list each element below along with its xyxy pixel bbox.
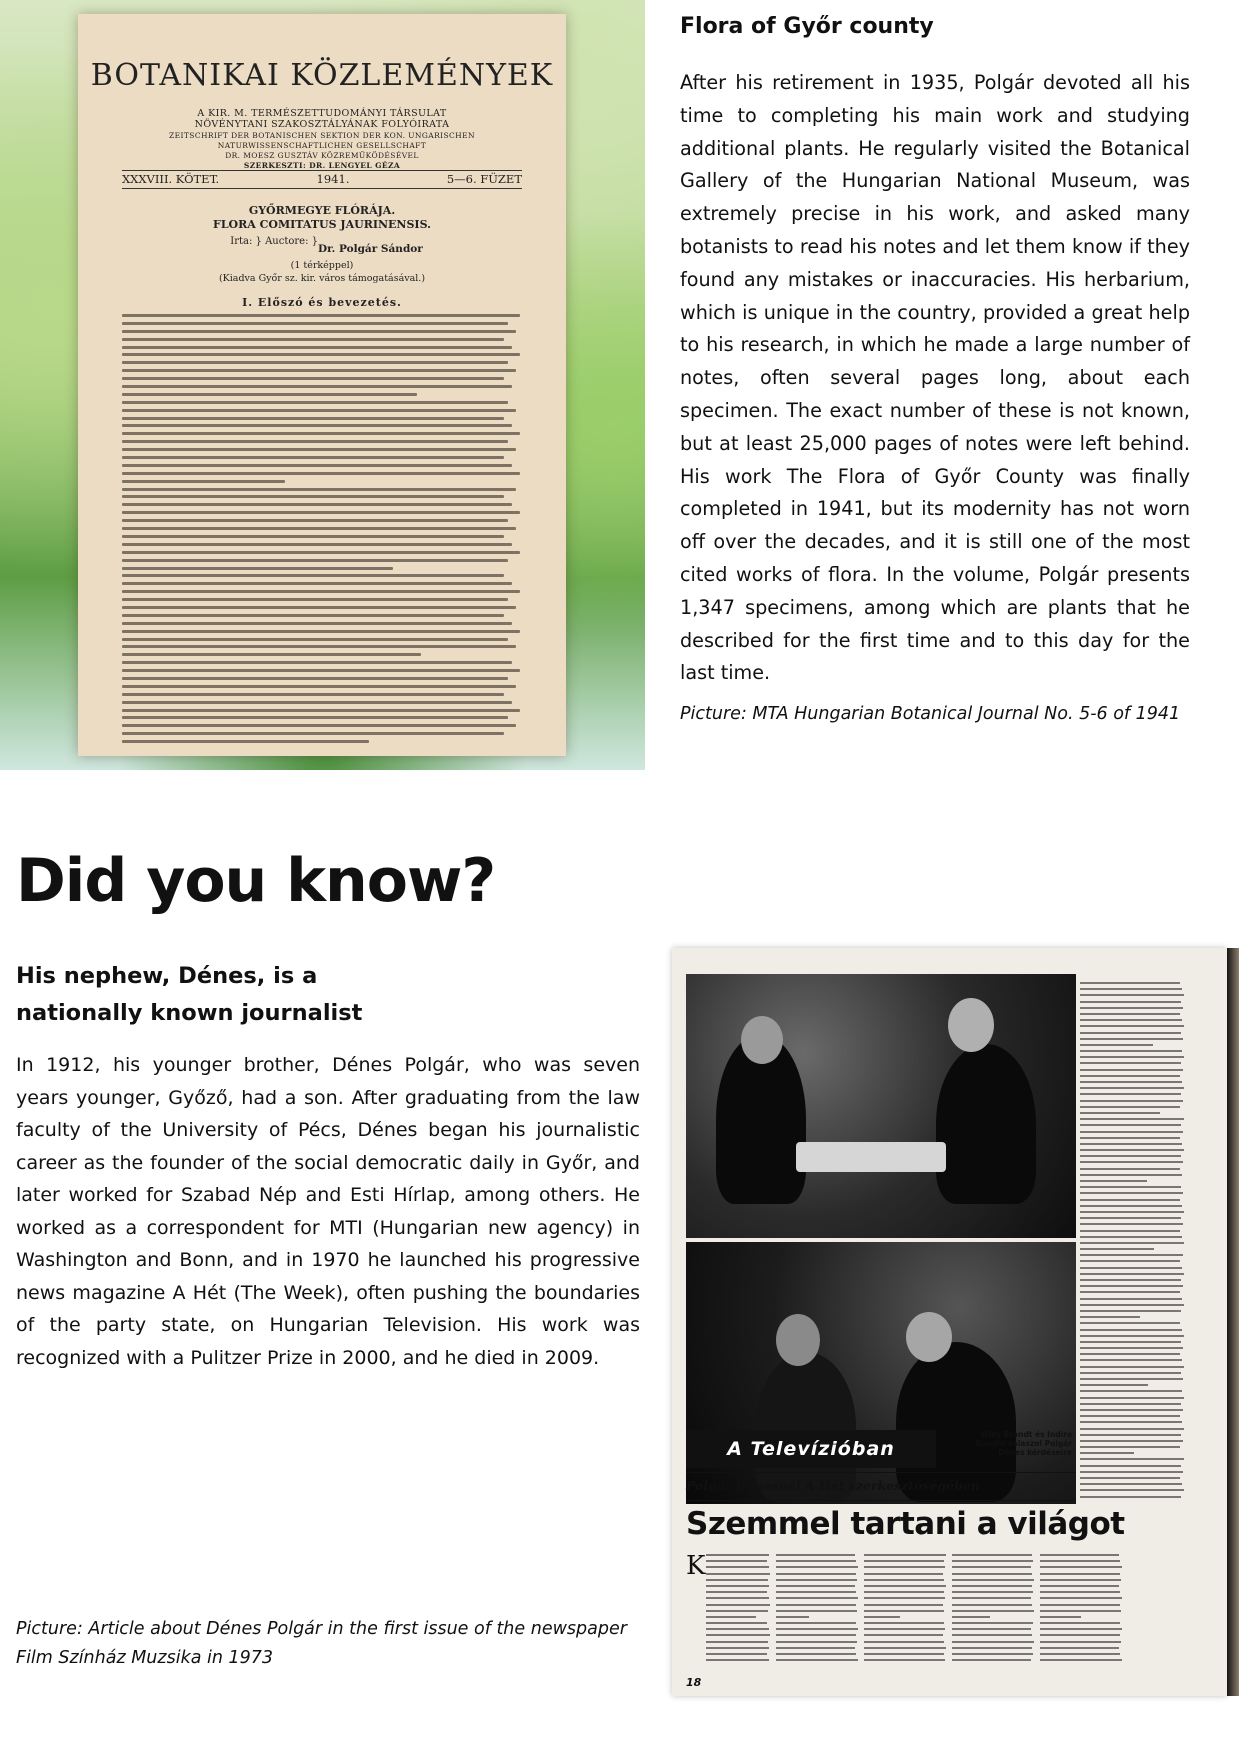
scanned-text-line xyxy=(864,1610,944,1612)
interview-table xyxy=(796,1142,946,1172)
scanned-text-line xyxy=(122,393,417,396)
scanned-text-line xyxy=(122,574,504,577)
scanned-text-line xyxy=(1080,1149,1184,1151)
magazine-rule xyxy=(686,1500,1076,1501)
journal-title: BOTANIKAI KÖZLEMÉNYEK xyxy=(90,58,554,93)
scanned-text-line xyxy=(776,1616,809,1618)
scanned-text-line xyxy=(122,472,520,475)
scanned-text-line xyxy=(122,432,520,435)
scanned-text-line xyxy=(1040,1653,1120,1655)
scanned-text-line xyxy=(1080,1124,1181,1126)
scanned-text-line xyxy=(1080,1069,1183,1071)
scanned-text-line xyxy=(1080,988,1182,990)
section-heading: I. Előszó és bevezetés. xyxy=(242,296,402,309)
scanned-text-line xyxy=(706,1566,769,1568)
scanned-text-line xyxy=(1080,1440,1183,1442)
scanned-text-line xyxy=(706,1634,770,1636)
interview-photo-brandt xyxy=(686,974,1076,1238)
scanned-text-line xyxy=(706,1628,769,1630)
scanned-text-line xyxy=(1080,1322,1180,1324)
magazine-article-image xyxy=(672,948,1227,1696)
scanned-text-line xyxy=(122,724,516,727)
scanned-text-line xyxy=(864,1573,943,1575)
magazine-banner: A Televízióban xyxy=(686,1430,936,1468)
scanned-text-line xyxy=(1080,1273,1184,1275)
nephew-paragraph: In 1912, his younger brother, Dénes Polgár, who was seven years younger, Győző, had a son. After graduating from the law faculty of the University of Pécs, Dénes began his journalistic career as the founder of the social democratic daily in Győr, and later worked for Szabad Nép and Esti Hírlap, among others. He worked as a correspondent for MTI (Hungarian new agency) in Washington and Bonn, and in 1970 he launched his progressive news magazine A Hét (The Week), often pushing the boundaries of the party state, on Hungarian Television. His work was recognized with a Pulitzer Prize in 2000, and he died in 2009. xyxy=(16,1054,640,1369)
scanned-text-line xyxy=(706,1597,769,1599)
scanned-text-line xyxy=(706,1579,768,1581)
scanned-text-line xyxy=(1080,1329,1182,1331)
scanned-text-line xyxy=(776,1634,856,1636)
scanned-text-line xyxy=(706,1604,770,1606)
scanned-text-line xyxy=(122,440,508,443)
scanned-text-line xyxy=(1080,994,1184,996)
scanned-text-line xyxy=(776,1647,855,1649)
magazine-page-number: 18 xyxy=(686,1676,702,1689)
scanned-text-line xyxy=(122,385,512,388)
article-title-hu: GYŐRMEGYE FLÓRÁJA. xyxy=(248,204,396,217)
scanned-text-line xyxy=(1080,1223,1183,1225)
scanned-text-line xyxy=(122,527,516,530)
scanned-text-line xyxy=(1080,1044,1153,1046)
scanned-text-line xyxy=(1080,1025,1184,1027)
scanned-text-line xyxy=(1080,1242,1184,1244)
scanned-text-line xyxy=(1080,1489,1184,1491)
scanned-text-line xyxy=(952,1573,1032,1575)
scanned-text-line xyxy=(952,1653,1033,1655)
scanned-text-line xyxy=(706,1622,767,1624)
scanned-text-line xyxy=(952,1554,1032,1556)
scanned-text-line xyxy=(776,1628,858,1630)
scanned-text-line xyxy=(1080,1291,1180,1293)
scanned-text-line xyxy=(122,551,520,554)
scanned-text-line xyxy=(776,1579,857,1581)
scanned-text-line xyxy=(1080,1168,1180,1170)
scanned-text-line xyxy=(122,590,520,593)
scanned-text-line xyxy=(864,1560,944,1562)
scanned-text-line xyxy=(122,582,512,585)
scanned-text-line xyxy=(776,1604,856,1606)
scanned-text-line xyxy=(864,1653,944,1655)
scanned-text-line xyxy=(1080,1186,1181,1188)
scanned-text-line xyxy=(1080,1316,1140,1318)
scanned-text-line xyxy=(1080,1335,1184,1337)
scanned-text-line xyxy=(122,716,508,719)
scanned-text-line xyxy=(122,448,516,451)
journal-rule xyxy=(122,188,522,189)
scanned-text-line xyxy=(122,519,508,522)
scanned-text-line xyxy=(1080,1019,1182,1021)
journal-subtitle-line: ZEITSCHRIFT DER BOTANISCHEN SEKTION DER KON. UNGARISCHEN xyxy=(169,131,475,140)
article-author: Dr. Polgár Sándor xyxy=(318,243,423,255)
scanned-text-line xyxy=(706,1591,767,1593)
scanned-text-line xyxy=(1040,1628,1122,1630)
scanned-text-line xyxy=(1080,1100,1183,1102)
map-note: (1 térképpel) xyxy=(290,260,354,271)
scanned-text-line xyxy=(1080,1038,1183,1040)
scanned-text-line xyxy=(122,464,512,467)
scanned-text-line xyxy=(1080,1477,1180,1479)
scanned-text-line xyxy=(122,693,504,696)
scanned-text-line xyxy=(1080,1366,1184,1368)
scanned-text-line xyxy=(1080,1483,1182,1485)
scanned-text-line xyxy=(706,1659,769,1661)
scanned-text-line xyxy=(952,1585,1032,1587)
scanned-text-line xyxy=(1080,1415,1180,1417)
scanned-text-line xyxy=(1080,1174,1182,1176)
scanned-text-line xyxy=(1080,1260,1180,1262)
scanned-text-line xyxy=(1080,1143,1182,1145)
scanned-text-line xyxy=(864,1585,946,1587)
scanned-text-line xyxy=(952,1634,1032,1636)
scanned-text-line xyxy=(1080,1199,1180,1201)
scanned-text-line xyxy=(952,1647,1032,1649)
magazine-kicker: Polgár Dénesnél A Hét szerkesztőségében xyxy=(686,1478,980,1493)
scanned-text-line xyxy=(952,1616,990,1618)
scanned-text-line xyxy=(1080,1075,1180,1077)
scanned-text-line xyxy=(122,369,516,372)
scanned-text-line xyxy=(1080,1007,1183,1009)
journal-photo-backdrop xyxy=(0,0,645,770)
journal-body-text-lines xyxy=(122,314,520,748)
scanned-text-line xyxy=(864,1566,945,1568)
scanned-text-line xyxy=(122,417,504,420)
figure-silhouette xyxy=(936,1044,1036,1204)
scanned-text-line xyxy=(1040,1610,1121,1612)
scanned-text-line xyxy=(776,1560,856,1562)
scanned-text-line xyxy=(1040,1634,1120,1636)
scanned-text-line xyxy=(122,330,516,333)
scanned-text-line xyxy=(122,361,508,364)
scanned-text-line xyxy=(1080,1267,1182,1269)
scanned-text-line xyxy=(706,1610,768,1612)
scanned-text-line xyxy=(1040,1647,1119,1649)
scanned-text-line xyxy=(1080,1372,1181,1374)
scanned-text-line xyxy=(706,1554,769,1556)
journal-volume-row xyxy=(122,172,522,186)
scanned-text-line xyxy=(952,1597,1031,1599)
scanned-text-line xyxy=(1080,1118,1184,1120)
journal-issue: 5—6. FÜZET xyxy=(446,172,522,186)
scanned-text-line xyxy=(122,645,516,648)
scanned-text-line xyxy=(1080,982,1180,984)
journal-cover-image xyxy=(78,14,566,756)
scanned-text-line xyxy=(864,1634,943,1636)
scanned-text-line xyxy=(122,638,508,641)
scanned-text-line xyxy=(122,567,393,570)
scanned-text-line xyxy=(864,1659,945,1661)
scanned-text-line xyxy=(1040,1560,1120,1562)
scanned-text-line xyxy=(122,598,508,601)
scanned-text-line xyxy=(122,709,520,712)
scanned-text-line xyxy=(1080,1341,1181,1343)
magazine-caption: Picture: Article about Dénes Polgár in the first issue of the newspaper Film Színház Muzsika in 1973 xyxy=(16,1619,627,1668)
scanned-text-line xyxy=(122,338,504,341)
scanned-text-line xyxy=(776,1554,855,1556)
magazine-column xyxy=(706,1554,770,1665)
scanned-text-line xyxy=(122,314,520,317)
scanned-text-line xyxy=(122,503,512,506)
scanned-text-line xyxy=(1080,1180,1147,1182)
scanned-text-line xyxy=(1080,1279,1181,1281)
figure-head xyxy=(741,1016,783,1064)
magazine-side-column xyxy=(1080,982,1184,1502)
scanned-text-line xyxy=(122,511,520,514)
scanned-text-line xyxy=(864,1616,900,1618)
scanned-text-line xyxy=(864,1622,944,1624)
scanned-text-line xyxy=(952,1591,1033,1593)
scanned-text-line xyxy=(1040,1591,1120,1593)
scanned-text-line xyxy=(952,1610,1034,1612)
scanned-text-line xyxy=(706,1573,770,1575)
scanned-text-line xyxy=(122,535,504,538)
scanned-text-line xyxy=(122,669,520,672)
scanned-text-line xyxy=(122,622,512,625)
scanned-text-line xyxy=(1080,1192,1183,1194)
scanned-text-line xyxy=(952,1579,1034,1581)
scanned-text-line xyxy=(1080,1112,1160,1114)
scanned-text-line xyxy=(776,1641,857,1643)
scanned-text-line xyxy=(776,1597,858,1599)
scanned-text-line xyxy=(776,1591,856,1593)
scanned-text-line xyxy=(122,614,504,617)
scanned-text-line xyxy=(776,1566,858,1568)
journal-volume: XXXVIII. KÖTET. xyxy=(122,172,220,186)
scanned-text-line xyxy=(1080,1434,1181,1436)
scanned-text-line xyxy=(1040,1573,1120,1575)
scanned-text-line xyxy=(122,732,504,735)
scanned-text-line xyxy=(1080,1384,1148,1386)
scanned-text-line xyxy=(122,740,369,743)
scanned-text-line xyxy=(1080,1217,1181,1219)
scanned-text-line xyxy=(1040,1616,1081,1618)
scanned-text-line xyxy=(864,1597,945,1599)
scanned-text-line xyxy=(122,677,508,680)
article-title-la: FLORA COMITATUS JAURINENSIS. xyxy=(213,218,431,231)
scanned-text-line xyxy=(122,543,512,546)
journal-subtitle-line: NATURWISSENSCHAFTLICHEN GESELLSCHAFT xyxy=(217,141,427,150)
scanned-text-line xyxy=(1040,1597,1122,1599)
scanned-text-line xyxy=(776,1659,858,1661)
scanned-text-line xyxy=(1080,1378,1183,1380)
photo-credit: Willy Brandt és Indira Gandhi válaszol Polgár Dénes kérdéseire xyxy=(975,1430,1072,1457)
scanned-text-line xyxy=(706,1616,756,1618)
author-label: Irta: } Auctore: } xyxy=(230,236,318,247)
scanned-text-line xyxy=(1080,1397,1184,1399)
scanned-text-line xyxy=(1080,1310,1181,1312)
scanned-text-line xyxy=(1080,1465,1181,1467)
journal-year: 1941. xyxy=(316,172,350,186)
scanned-text-line xyxy=(122,401,508,404)
scanned-text-line xyxy=(1080,1304,1184,1306)
scanned-text-line xyxy=(952,1566,1031,1568)
scanned-text-line xyxy=(1040,1566,1122,1568)
scanned-text-line xyxy=(864,1554,946,1556)
magazine-column xyxy=(864,1554,946,1665)
scanned-text-line xyxy=(122,701,512,704)
scanned-text-line xyxy=(952,1641,1034,1643)
scanned-text-line xyxy=(1080,1248,1154,1250)
did-you-know-heading: Did you know? xyxy=(16,846,496,916)
scanned-text-line xyxy=(122,456,504,459)
figure-head xyxy=(776,1314,820,1366)
scanned-text-line xyxy=(122,559,508,562)
scanned-text-line xyxy=(1080,1106,1180,1108)
journal-subtitle-line: DR. MOESZ GUSZTÁV KÖZREMŰKÖDÉSÉVEL xyxy=(225,151,419,160)
scanned-text-line xyxy=(1080,1137,1180,1139)
scanned-text-line xyxy=(776,1585,855,1587)
magazine-column xyxy=(952,1554,1034,1665)
scanned-text-line xyxy=(122,661,512,664)
figure-head xyxy=(948,998,994,1052)
scanned-text-line xyxy=(1080,1230,1180,1232)
scanned-text-line xyxy=(1040,1622,1120,1624)
journal-rule xyxy=(122,170,522,171)
scanned-text-line xyxy=(1040,1641,1121,1643)
magazine-headline: Szemmel tartani a világot xyxy=(686,1506,1125,1542)
scanned-text-line xyxy=(1080,1471,1183,1473)
scanned-text-line xyxy=(1080,1062,1181,1064)
scanned-text-line xyxy=(1080,1013,1180,1015)
scanned-text-line xyxy=(122,424,512,427)
scanned-text-line xyxy=(122,480,285,483)
scanned-text-line xyxy=(952,1622,1033,1624)
scanned-text-line xyxy=(1080,1347,1183,1349)
scanned-text-line xyxy=(1080,1001,1181,1003)
scanned-text-line xyxy=(1040,1659,1122,1661)
scanned-text-line xyxy=(122,488,516,491)
scanned-text-line xyxy=(1080,1428,1184,1430)
scanned-text-line xyxy=(1080,1161,1183,1163)
scanned-text-line xyxy=(1040,1604,1120,1606)
scanned-text-line xyxy=(706,1653,767,1655)
scanned-text-line xyxy=(776,1622,856,1624)
scanned-text-line xyxy=(1080,1298,1182,1300)
scanned-text-line xyxy=(1080,1093,1181,1095)
scanned-text-line xyxy=(1080,1131,1183,1133)
figure-head xyxy=(906,1312,952,1362)
magazine-dropcap: K xyxy=(686,1551,706,1581)
scanned-text-line xyxy=(1080,1050,1182,1052)
journal-editor-line: SZERKESZTI: DR. LENGYEL GÉZA xyxy=(243,161,401,170)
magazine-column xyxy=(1040,1554,1122,1665)
scanned-text-line xyxy=(122,653,421,656)
scanned-text-line xyxy=(1040,1585,1119,1587)
scanned-text-line xyxy=(864,1641,944,1643)
scanned-text-line xyxy=(864,1579,944,1581)
journal-subtitle-line: NÖVÉNYTANI SZAKOSZTÁLYÁNAK FOLYÓIRATA xyxy=(194,119,450,130)
scanned-text-line xyxy=(1080,1211,1184,1213)
scanned-text-line xyxy=(864,1647,946,1649)
nephew-subheading: His nephew, Dénes, is a nationally known journalist xyxy=(16,963,363,1026)
scanned-text-line xyxy=(776,1653,856,1655)
scanned-text-line xyxy=(122,346,512,349)
scanned-text-line xyxy=(122,322,508,325)
scanned-text-line xyxy=(1080,1032,1181,1034)
scanned-text-line xyxy=(1080,1421,1182,1423)
scanned-text-line xyxy=(122,353,520,356)
scanned-text-line xyxy=(1080,1496,1181,1498)
scanned-text-line xyxy=(122,606,516,609)
magazine-rule xyxy=(686,1472,1076,1473)
scanned-text-line xyxy=(1080,1403,1181,1405)
journal-subtitle-line: A KIR. M. TERMÉSZETTUDOMÁNYI TÁRSULAT xyxy=(197,108,447,119)
scanned-text-line xyxy=(1080,1285,1183,1287)
scanned-text-line xyxy=(1080,1056,1184,1058)
flora-caption: Picture: MTA Hungarian Botanical Journal No. 5-6 of 1941 xyxy=(680,704,1181,724)
scanned-text-line xyxy=(1080,1353,1180,1355)
scanned-text-line xyxy=(864,1604,943,1606)
scanned-text-line xyxy=(706,1647,769,1649)
flora-heading: Flora of Győr county xyxy=(680,14,934,39)
scanned-text-line xyxy=(1080,1236,1182,1238)
scanned-text-line xyxy=(776,1610,857,1612)
scanned-text-line xyxy=(1080,1458,1184,1460)
scanned-text-line xyxy=(706,1560,767,1562)
scanned-text-line xyxy=(706,1585,769,1587)
scanned-text-line xyxy=(122,409,516,412)
scanned-text-line xyxy=(1080,1205,1182,1207)
scanned-text-line xyxy=(1080,1081,1182,1083)
flora-paragraph: After his retirement in 1935, Polgár devoted all his time to completing his main work and studying additional plants. He regularly visited the Botanical Gallery of the Hungarian National Museum, was extremely precise in his work, and asked many botanists to read his notes and let them know if they found any mistakes or inaccuracies. His herbarium, which is unique in the country, provided a great help to his research, in which he made a large number of notes, often several pages long, about each specimen. The exact number of these is not known, but at least 25,000 pages of notes were left behind. His work The Flora of Győr County was finally completed in 1941, but its modernity has not worn off over the decades, and it is still one of the most cited works of flora. In the volume, Polgár presents 1,347 specimens, among which are plants that he described for the first time and to this day for the last time. xyxy=(680,71,1190,685)
scanned-text-line xyxy=(1080,1390,1182,1392)
scanned-text-line xyxy=(1040,1554,1119,1556)
scanned-text-line xyxy=(952,1604,1032,1606)
scanned-text-line xyxy=(1080,1446,1180,1448)
scanned-text-line xyxy=(122,630,520,633)
scanned-text-line xyxy=(122,685,516,688)
funding-note: (Kiadva Győr sz. kir. város támogatásával.) xyxy=(218,273,426,284)
scanned-text-line xyxy=(1080,1155,1181,1157)
scanned-text-line xyxy=(1080,1452,1134,1454)
scanned-text-line xyxy=(864,1591,944,1593)
scanned-text-line xyxy=(706,1641,768,1643)
scanned-text-line xyxy=(122,495,504,498)
scanned-text-line xyxy=(952,1659,1031,1661)
scanned-text-line xyxy=(122,377,504,380)
scanned-text-line xyxy=(952,1560,1033,1562)
scanned-text-line xyxy=(1080,1359,1182,1361)
scanned-text-line xyxy=(1080,1254,1183,1256)
scanned-text-line xyxy=(1080,1409,1183,1411)
magazine-column xyxy=(776,1554,858,1665)
scanned-text-line xyxy=(1080,1087,1184,1089)
scanned-text-line xyxy=(776,1573,856,1575)
scanned-text-line xyxy=(952,1628,1031,1630)
scanned-text-line xyxy=(1040,1579,1121,1581)
scanned-text-line xyxy=(864,1628,945,1630)
